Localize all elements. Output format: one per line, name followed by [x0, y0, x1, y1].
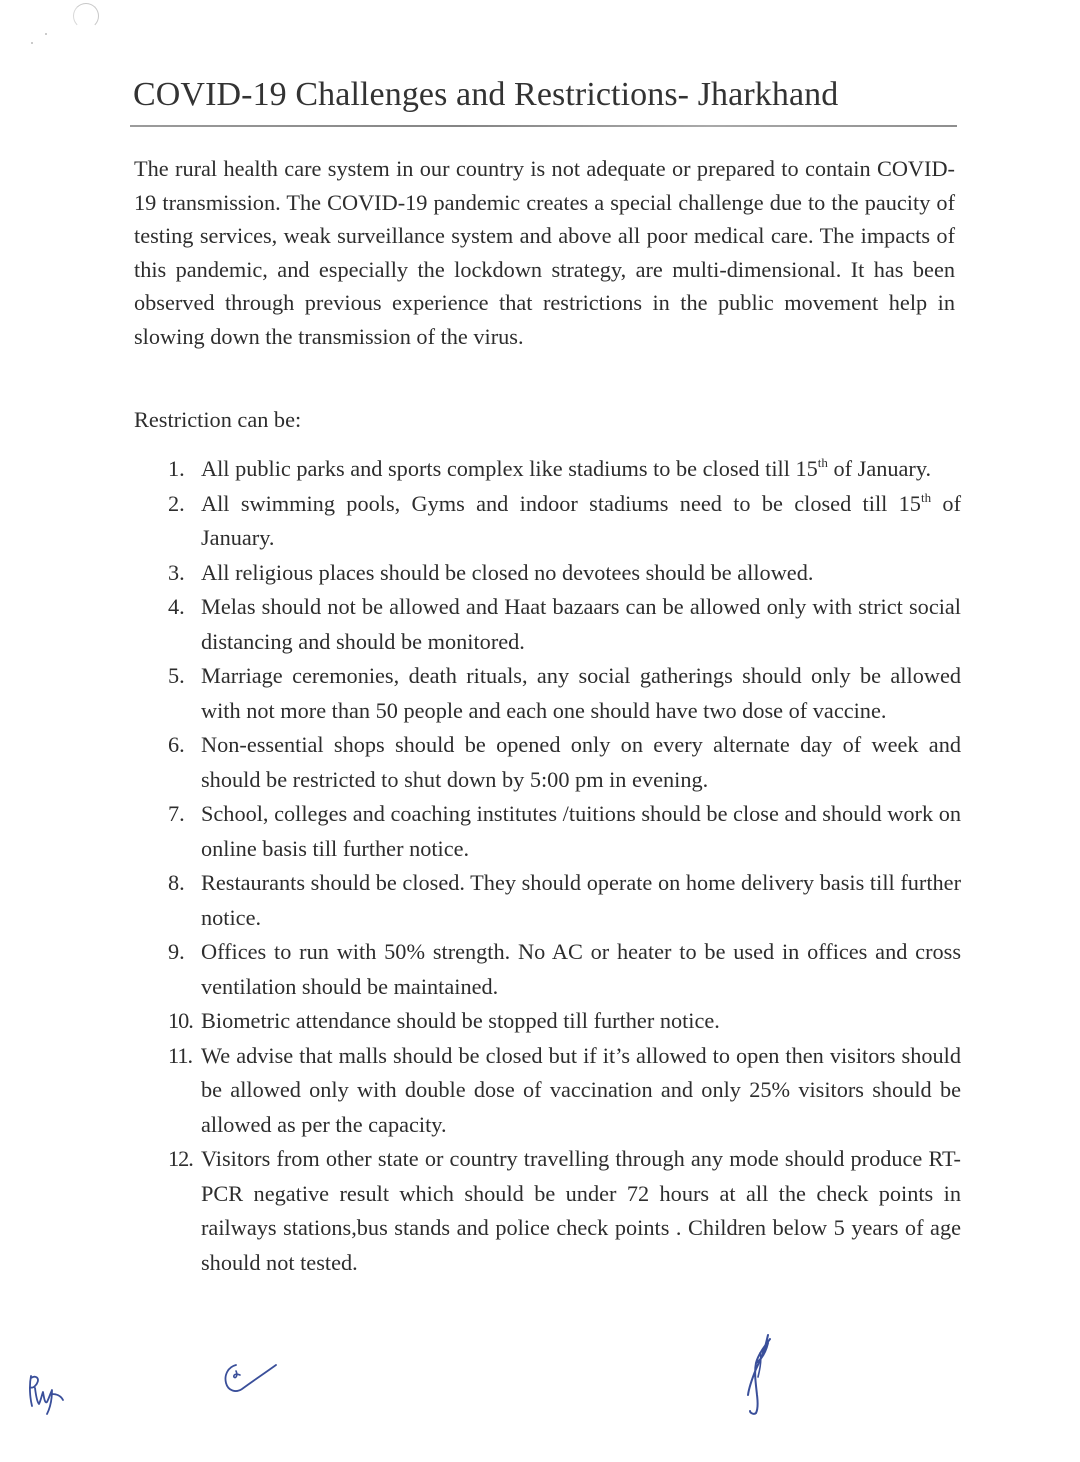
item-text: Melas should not be allowed and Haat bazaars can be allowed only with strict social distancing and should be monitored.	[201, 594, 961, 654]
handwritten-initials-center	[222, 1361, 282, 1397]
restriction-item	[168, 1004, 961, 1039]
item-number: 5.	[168, 663, 185, 688]
item-text: School, colleges and coaching institutes /tuitions should be close and should work on online basis till further notice.	[201, 801, 961, 861]
restriction-item	[168, 728, 961, 797]
restriction-item	[168, 935, 961, 1004]
item-number: 6.	[168, 732, 185, 757]
item-text: All swimming pools, Gyms and indoor stadiums need to be closed till 15	[201, 490, 921, 516]
item-text: Offices to run with 50% strength. No AC or heater to be used in offices and cross ventilation should be maintained.	[201, 939, 961, 999]
title-underline-divider	[130, 125, 957, 127]
item-number: 2.	[168, 490, 185, 516]
restriction-item	[168, 487, 961, 556]
handwritten-initials-left	[25, 1372, 85, 1420]
scan-artifact-dot	[45, 33, 47, 35]
item-number: 9.	[168, 939, 185, 964]
restriction-item	[168, 452, 961, 487]
item-text: Biometric attendance should be stopped till further notice.	[201, 1008, 720, 1033]
handwritten-signature-right	[740, 1333, 780, 1417]
document-title: COVID-19 Challenges and Restrictions- Jharkhand	[133, 76, 839, 113]
item-number: 1.	[168, 456, 185, 481]
circled-initial-scribble-icon	[222, 1361, 282, 1397]
restriction-item	[168, 797, 961, 866]
item-text: All public parks and sports complex like stadiums to be closed till 15	[201, 456, 818, 481]
item-text: Visitors from other state or country travelling through any mode should produce RT-PCR negative result which should be under 72 hours at all the check points in railways stations,bus stands and police check points . Children below 5 years of age should not tested.	[201, 1146, 961, 1275]
item-text: Restaurants should be closed. They should operate on home delivery basis till further notice.	[201, 870, 961, 930]
ordinal-suffix: th	[817, 455, 828, 470]
restriction-item	[168, 556, 961, 591]
item-text: of January.	[201, 490, 961, 550]
intro-paragraph: The rural health care system in our country is not adequate or prepared to contain COVID-19 transmission. The COVID-19 pandemic creates a special challenge due to the paucity of testing services, weak surveillance system and above all poor medical care. The impacts of this pandemic, and especially the lockdown strategy, are multi-dimensional. It has been observed through previous experience that restrictions in the public movement help in slowing down the transmission of the virus.	[134, 156, 955, 349]
item-number: 11.	[168, 1042, 193, 1068]
item-text: Non-essential shops should be opened only on every alternate day of week and should be restricted to shut down by 5:00 pm in evening.	[201, 732, 961, 792]
item-number: 12.	[168, 1146, 193, 1171]
item-text: Marriage ceremonies, death rituals, any social gatherings should only be allowed with not more than 50 people and each one should have two dose of vaccine.	[201, 663, 961, 723]
restriction-item	[168, 659, 961, 728]
item-text: We advise that malls should be closed but if it’s allowed to open then visitors should be allowed only with double dose of vaccination and only 25% visitors should be allowed as per the capacity.	[201, 1042, 961, 1137]
scan-artifact-mark	[73, 3, 99, 29]
initials-scribble-icon	[25, 1372, 85, 1420]
item-text: All religious places should be closed no devotees should be allowed.	[201, 559, 814, 585]
restriction-item	[168, 1142, 961, 1280]
signature-scribble-icon	[740, 1333, 780, 1417]
scan-artifact-dot	[31, 42, 33, 44]
ordinal-suffix: th	[920, 489, 932, 505]
restrictions-list	[168, 452, 961, 1280]
item-number: 3.	[168, 559, 185, 585]
item-number: 8.	[168, 870, 185, 895]
restrictions-lead-text: Restriction can be:	[134, 407, 302, 432]
item-number: 4.	[168, 594, 185, 619]
restriction-item	[168, 1039, 961, 1143]
item-number: 10.	[168, 1008, 193, 1033]
item-number: 7.	[168, 801, 185, 826]
restriction-item	[168, 590, 961, 659]
restriction-item	[168, 866, 961, 935]
item-text: of January.	[827, 456, 932, 481]
